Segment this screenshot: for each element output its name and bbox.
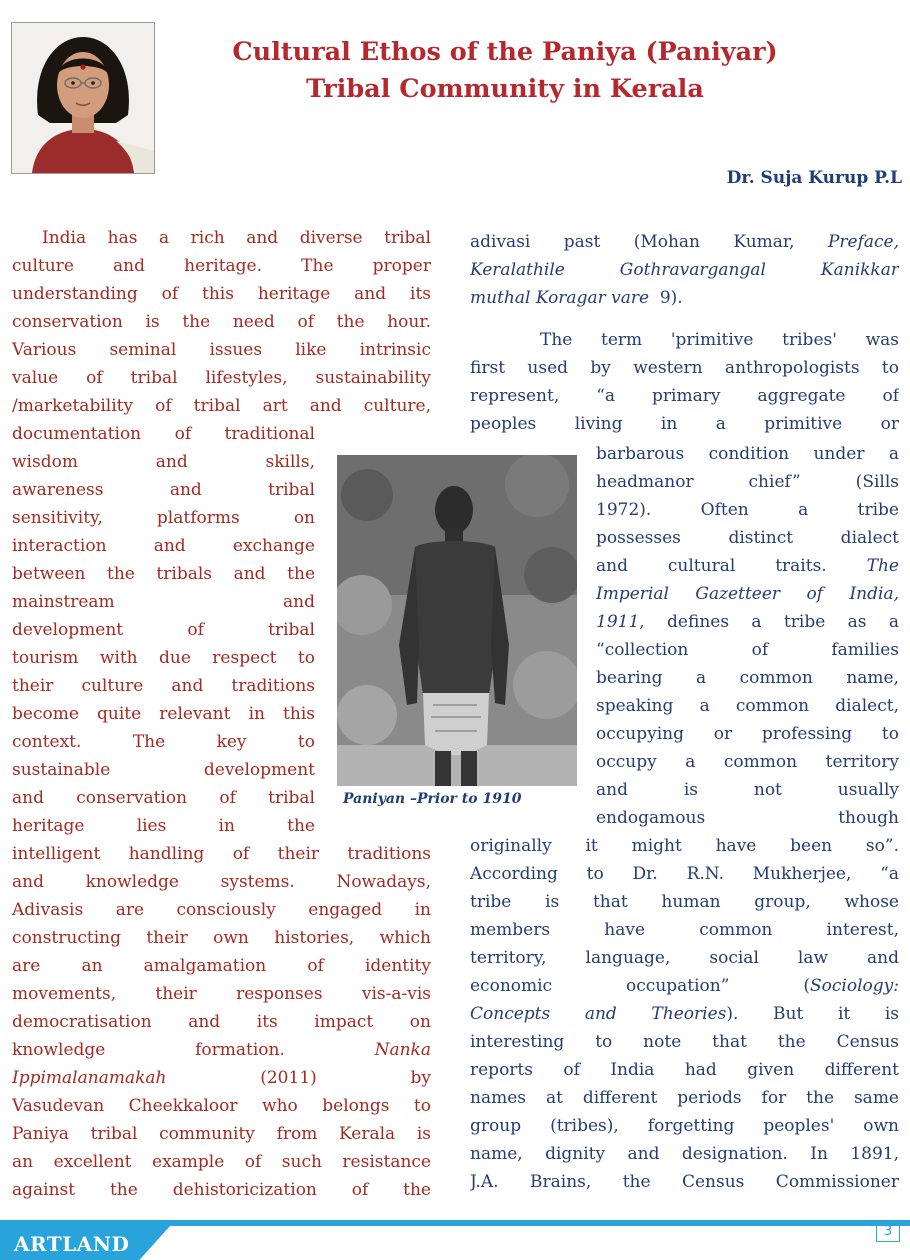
text-run: economic occupation” ( [470, 976, 811, 996]
text-line: value of tribal lifestyles, sustainability [12, 368, 431, 388]
text-line: speaking a common dialect, [596, 696, 899, 716]
text-line: against the dehistoricization of the [12, 1180, 431, 1200]
text-line: represent, “a primary aggregate of [470, 386, 899, 406]
text-line [470, 972, 899, 1000]
text-line: tribe is that human group, whose [470, 892, 899, 912]
text-line: occupy a common territory [596, 752, 899, 772]
text-line: “collection of families [596, 640, 899, 660]
text-line: and knowledge systems. Nowadays, [12, 872, 431, 892]
right-column-wrap [596, 440, 899, 832]
italic-title: muthal Koragar vare [470, 288, 650, 308]
italic-title: Ippimalanamakah [12, 1068, 167, 1088]
text-line: and conservation of tribal [12, 788, 315, 808]
italic-title: Keralathile Gothravargangal Kanikkar [470, 260, 899, 280]
text-line: The term 'primitive tribes' was [540, 330, 899, 350]
text-line: 1972). Often a tribe [596, 500, 899, 520]
text-line: their culture and traditions [12, 676, 315, 696]
text-line: Vasudevan Cheekkaloor who belongs to [12, 1096, 431, 1116]
title-line-1: Cultural Ethos of the Paniya (Paniyar) [232, 37, 778, 67]
text-line: sensitivity, platforms on [12, 508, 315, 528]
text-line: reports of India had given different [470, 1060, 899, 1080]
text-line: culture and heritage. The proper [12, 256, 431, 276]
text-line: occupying or professing to [596, 724, 899, 744]
text-line: sustainable development [12, 760, 315, 780]
text-line: constructing their own histories, which [12, 928, 431, 948]
text-line: awareness and tribal [12, 480, 315, 500]
text-line [470, 1000, 899, 1028]
text-line [470, 284, 899, 312]
text-line: become quite relevant in this [12, 704, 315, 724]
text-line: /marketability of tribal art and culture, [12, 396, 431, 416]
text-line: first used by western anthropologists to [470, 358, 899, 378]
left-column-bottom [12, 840, 431, 1204]
text-line: are an amalgamation of identity [12, 956, 431, 976]
text-line: barbarous condition under a [596, 444, 899, 464]
photo-caption: Paniyan –Prior to 1910 [343, 791, 522, 807]
text-line: bearing a common name, [596, 668, 899, 688]
text-run: 9). [659, 288, 683, 308]
text-line: interesting to note that the Census [470, 1032, 899, 1052]
italic-title: Sociology: [810, 976, 899, 996]
text-line: interaction and exchange [12, 536, 315, 556]
text-line: J.A. Brains, the Census Commissioner [470, 1172, 899, 1192]
text-line: and is not usually [596, 780, 899, 800]
left-column-top [12, 224, 431, 420]
author-photo [11, 22, 155, 174]
text-line: headmanor chief” (Sills [596, 472, 899, 492]
text-line: India has a rich and diverse tribal [42, 228, 431, 248]
text-line: democratisation and its impact on [12, 1012, 431, 1032]
text-line: group (tribes), forgetting peoples' own [470, 1116, 899, 1136]
text-line: conservation is the need of the hour. [12, 312, 431, 332]
page-number: 3 [876, 1222, 900, 1242]
text-run: , defines a tribe as a [639, 612, 899, 632]
author-name: Dr. Suja Kurup P.L [726, 168, 902, 188]
text-line: members have common interest, [470, 920, 899, 940]
text-line: development of tribal [12, 620, 315, 640]
footer-rule [0, 1220, 910, 1226]
text-line: Various seminal issues like intrinsic [12, 340, 431, 360]
text-line: mainstream and [12, 592, 315, 612]
text-line: Adivasis are consciously engaged in [12, 900, 431, 920]
text-line: heritage lies in the [12, 816, 315, 836]
italic-title: 1911 [596, 612, 640, 632]
text-line [470, 256, 899, 284]
text-line: movements, their responses vis-a-vis [12, 984, 431, 1004]
text-line: originally it might have been so”. [470, 836, 899, 856]
right-column-bottom [470, 832, 899, 1196]
text-line: possesses distinct dialect [596, 528, 899, 548]
text-run: and cultural traits. [596, 556, 827, 576]
magazine-name: ARTLAND [14, 1232, 130, 1256]
article-title [170, 34, 840, 108]
text-line: names at different periods for the same [470, 1088, 899, 1108]
text-line [12, 1036, 431, 1064]
historical-photo [337, 455, 577, 786]
text-line: Paniya tribal community from Kerala is [12, 1124, 431, 1144]
text-line: understanding of this heritage and its [12, 284, 431, 304]
text-run: (2011) by [260, 1068, 431, 1088]
italic-title: Nanka [374, 1040, 431, 1060]
text-run: knowledge formation. [12, 1040, 285, 1060]
text-line: According to Dr. R.N. Mukherjee, “a [470, 864, 899, 884]
title-line-2: Tribal Community in Kerala [306, 74, 704, 104]
text-line: intelligent handling of their traditions [12, 844, 431, 864]
italic-title: Imperial Gazetteer of India, [596, 584, 899, 604]
text-run: ). But it is [726, 1004, 899, 1024]
left-column-wrap [12, 420, 315, 840]
text-line: between the tribals and the [12, 564, 315, 584]
text-line: peoples living in a primitive or [470, 414, 899, 434]
text-line [12, 1064, 431, 1092]
text-line: documentation of traditional [12, 424, 315, 444]
text-line [470, 228, 899, 256]
text-run: adivasi past (Mohan Kumar, [470, 232, 795, 252]
text-line: tourism with due respect to [12, 648, 315, 668]
text-line: context. The key to [12, 732, 315, 752]
italic-title: Concepts and Theories [470, 1004, 727, 1024]
text-line [596, 552, 899, 580]
text-line: an excellent example of such resistance [12, 1152, 431, 1172]
text-line: endogamous though [596, 808, 899, 828]
right-column-top [470, 228, 899, 438]
text-line: name, dignity and designation. In 1891, [470, 1144, 899, 1164]
italic-title: Preface, [827, 232, 899, 252]
text-line [596, 608, 899, 636]
text-line: territory, language, social law and [470, 948, 899, 968]
italic-title: The [866, 556, 899, 576]
text-line: wisdom and skills, [12, 452, 315, 472]
text-line [596, 580, 899, 608]
